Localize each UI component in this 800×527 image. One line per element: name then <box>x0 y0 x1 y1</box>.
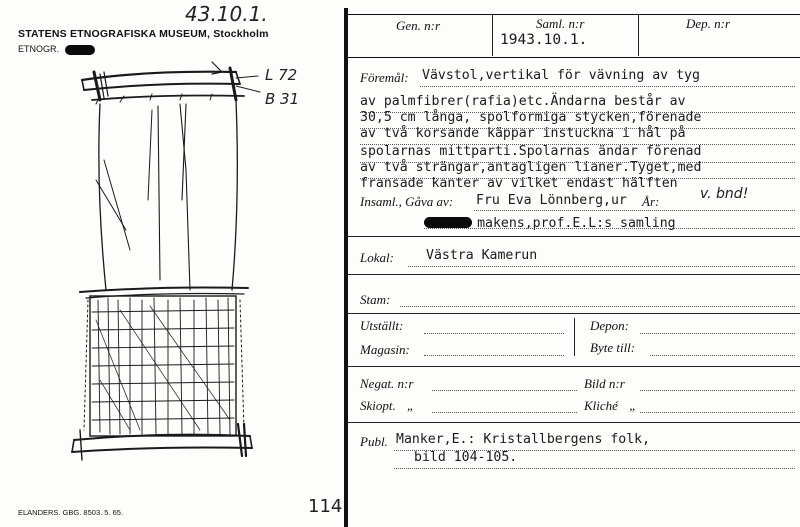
handwritten-catalog-number: 43.10.1. <box>185 2 268 26</box>
section-border-5 <box>346 422 800 423</box>
utstallt-label: Utställt: <box>360 318 404 333</box>
dep-label: Dep. n:r <box>686 16 731 31</box>
dots-publ-2 <box>394 468 795 469</box>
section-border-1 <box>346 236 800 237</box>
ar-handwritten: v. bnd! <box>700 186 749 202</box>
header-top-border <box>346 14 800 15</box>
dots-lokal <box>408 266 795 267</box>
foremal-line-2: av palmfibrer(rafia)etc.Ändarna består av <box>360 94 686 109</box>
ar-label: År: <box>642 194 660 209</box>
lokal-label: Lokal: <box>360 250 394 265</box>
dots-utstallt <box>424 333 564 334</box>
foremal-line-6: av två strängar,antagligen lianer.Tyget,med <box>360 160 702 175</box>
card-divider <box>344 8 348 527</box>
utstallt-separator <box>574 318 575 356</box>
redacted-word <box>424 217 472 228</box>
section-border-4 <box>346 366 800 367</box>
foremal-line-5: spolarnas mittparti.Spolarnas ändar förenad <box>360 144 702 159</box>
dots-skiopt <box>432 412 577 413</box>
skiopt-ditto: „ <box>407 398 415 413</box>
dots-bild <box>640 390 795 391</box>
foremal-line-1: Vävstol,vertikal för vävning av tyg <box>422 68 700 83</box>
publ-line-1: Manker,E.: Kristallbergens folk, <box>396 432 651 447</box>
stam-label: Stam: <box>360 292 391 307</box>
foremal-label: Föremål: <box>360 70 409 85</box>
publ-line-2: bild 104-105. <box>414 450 518 465</box>
foremal-line-7: fransade kanter av vilket endast hälften <box>360 176 678 191</box>
kliche-ditto: „ <box>629 398 637 413</box>
etnogr-text: ETNOGR. <box>18 44 60 54</box>
byte-label: Byte till: <box>590 340 636 355</box>
insaml-line-2-text: makens,prof.E.L:s samling <box>477 216 676 231</box>
dots-8 <box>424 228 795 229</box>
negat-label: Negat. n:r <box>360 376 414 391</box>
saml-value: 1943.10.1. <box>500 32 588 48</box>
skiopt-text: Skiopt. <box>360 398 396 413</box>
measure-length: L 72 <box>265 66 298 84</box>
section-border-2 <box>346 274 800 275</box>
magasin-label: Magasin: <box>360 342 410 357</box>
insaml-label: Insaml., Gåva av: <box>360 194 454 209</box>
page-mark: 114. <box>308 496 349 517</box>
dots-1 <box>420 86 795 87</box>
dots-magasin <box>424 355 564 356</box>
printer-line: ELANDERS. GBG. 8503. 5. 65. <box>18 508 124 517</box>
saml-label: Saml. n:r <box>536 16 585 31</box>
foremal-line-4: av två korsande käppar instuckna i hål på <box>360 126 686 141</box>
skiopt-label <box>360 398 414 414</box>
dots-byte <box>650 355 795 356</box>
publ-label: Publ. <box>360 434 388 449</box>
redacted-mark <box>65 45 95 55</box>
foremal-line-3: 30,5 cm långa, spolformiga stycken,förenade <box>360 110 702 125</box>
etnogr-label <box>18 44 95 55</box>
lokal-value: Västra Kamerun <box>426 248 538 263</box>
measure-breadth: B 31 <box>265 90 300 108</box>
header-separator-2 <box>638 14 639 56</box>
depon-label: Depon: <box>590 318 629 333</box>
dots-kliche <box>640 412 795 413</box>
dots-negat <box>432 390 577 391</box>
bild-label: Bild n:r <box>584 376 625 391</box>
gen-label: Gen. n:r <box>396 18 441 33</box>
insaml-value: Fru Eva Lönnberg,ur <box>476 193 627 208</box>
dots-stam <box>400 306 795 307</box>
header-separator-1 <box>492 14 493 56</box>
section-border-3 <box>346 313 800 314</box>
dots-7 <box>474 210 795 211</box>
kliche-label <box>584 398 636 414</box>
header-bottom-border <box>346 57 800 58</box>
dots-depon <box>640 333 795 334</box>
kliche-text: Kliché <box>584 398 618 413</box>
museum-name: STATENS ETNOGRAFISKA MUSEUM, Stockholm <box>18 28 269 40</box>
